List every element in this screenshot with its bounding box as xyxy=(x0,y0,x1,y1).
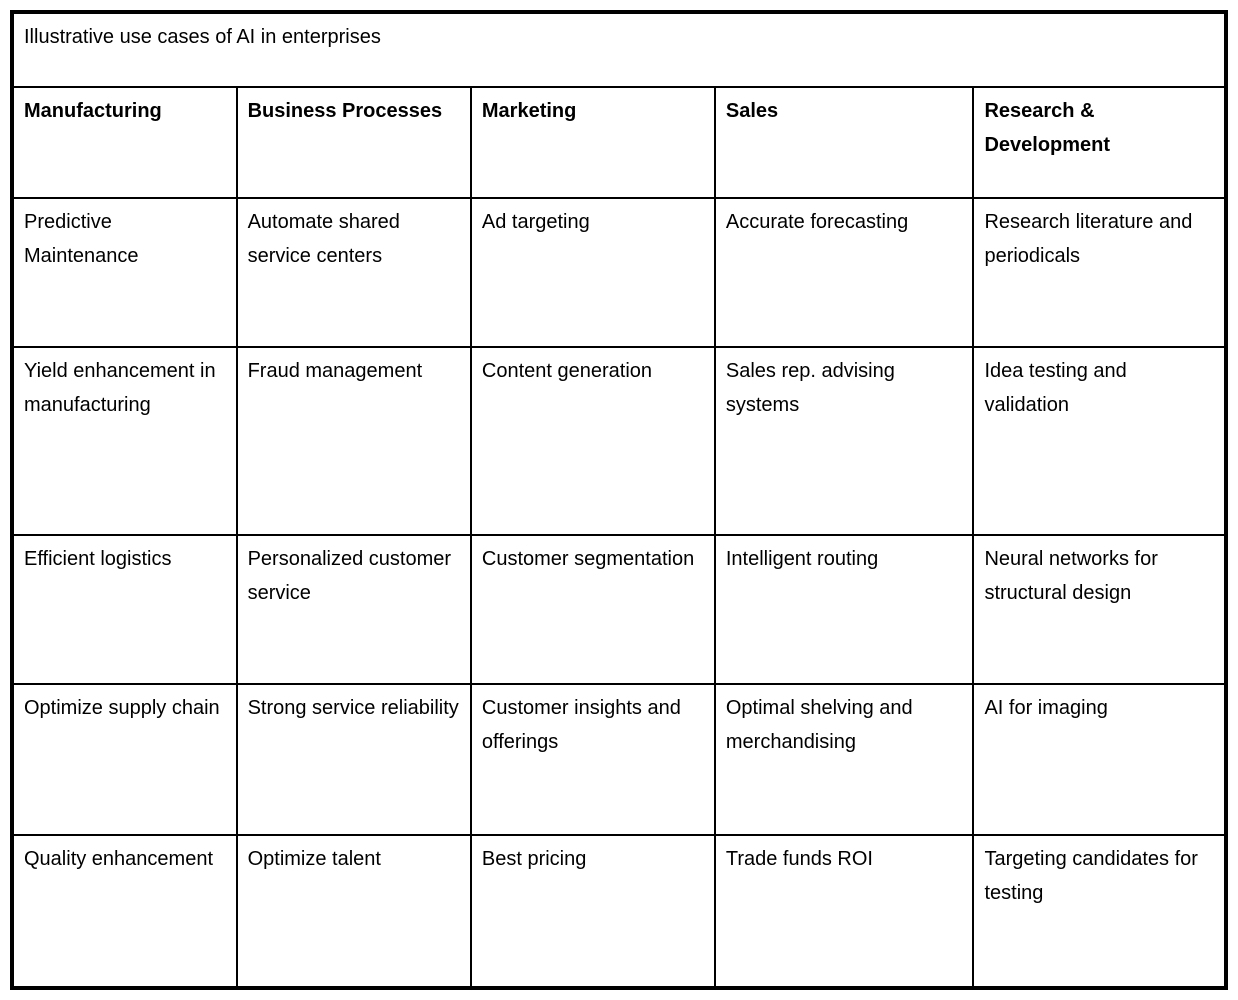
table-cell: Accurate forecasting xyxy=(715,198,974,347)
table-row xyxy=(12,835,1226,988)
table-row xyxy=(12,347,1226,535)
table-row xyxy=(12,684,1226,835)
table-cell: Automate shared service centers xyxy=(237,198,471,347)
table-cell: Trade funds ROI xyxy=(715,835,974,988)
table-cell: Strong service reliability xyxy=(237,684,471,835)
table-cell: Customer segmentation xyxy=(471,535,715,684)
column-header-marketing: Marketing xyxy=(471,87,715,198)
table-cell: AI for imaging xyxy=(973,684,1226,835)
table-cell: Customer insights and offerings xyxy=(471,684,715,835)
column-header-business-processes: Business Processes xyxy=(237,87,471,198)
table-cell: Best pricing xyxy=(471,835,715,988)
table-cell: Idea testing and validation xyxy=(973,347,1226,535)
title-row xyxy=(12,12,1226,87)
table-cell: Fraud management xyxy=(237,347,471,535)
table-cell: Quality enhancement xyxy=(12,835,237,988)
table-cell: Yield enhancement in manufacturing xyxy=(12,347,237,535)
column-header-research-development: Research & Development xyxy=(973,87,1226,198)
table-cell: Neural networks for structural design xyxy=(973,535,1226,684)
table-row xyxy=(12,198,1226,347)
header-row xyxy=(12,87,1226,198)
table-cell: Personalized customer service xyxy=(237,535,471,684)
table-cell: Content generation xyxy=(471,347,715,535)
column-header-sales: Sales xyxy=(715,87,974,198)
table-cell: Efficient logistics xyxy=(12,535,237,684)
table-title: Illustrative use cases of AI in enterprises xyxy=(12,12,1226,87)
ai-use-cases-table xyxy=(10,10,1228,990)
table-cell: Predictive Maintenance xyxy=(12,198,237,347)
table-cell: Optimize talent xyxy=(237,835,471,988)
table-cell: Targeting candidates for testing xyxy=(973,835,1226,988)
table-cell: Intelligent routing xyxy=(715,535,974,684)
table-row xyxy=(12,535,1226,684)
table-cell: Sales rep. advising systems xyxy=(715,347,974,535)
table-cell: Ad targeting xyxy=(471,198,715,347)
table-cell: Research literature and periodicals xyxy=(973,198,1226,347)
column-header-manufacturing: Manufacturing xyxy=(12,87,237,198)
table-cell: Optimize supply chain xyxy=(12,684,237,835)
table-cell: Optimal shelving and merchandising xyxy=(715,684,974,835)
